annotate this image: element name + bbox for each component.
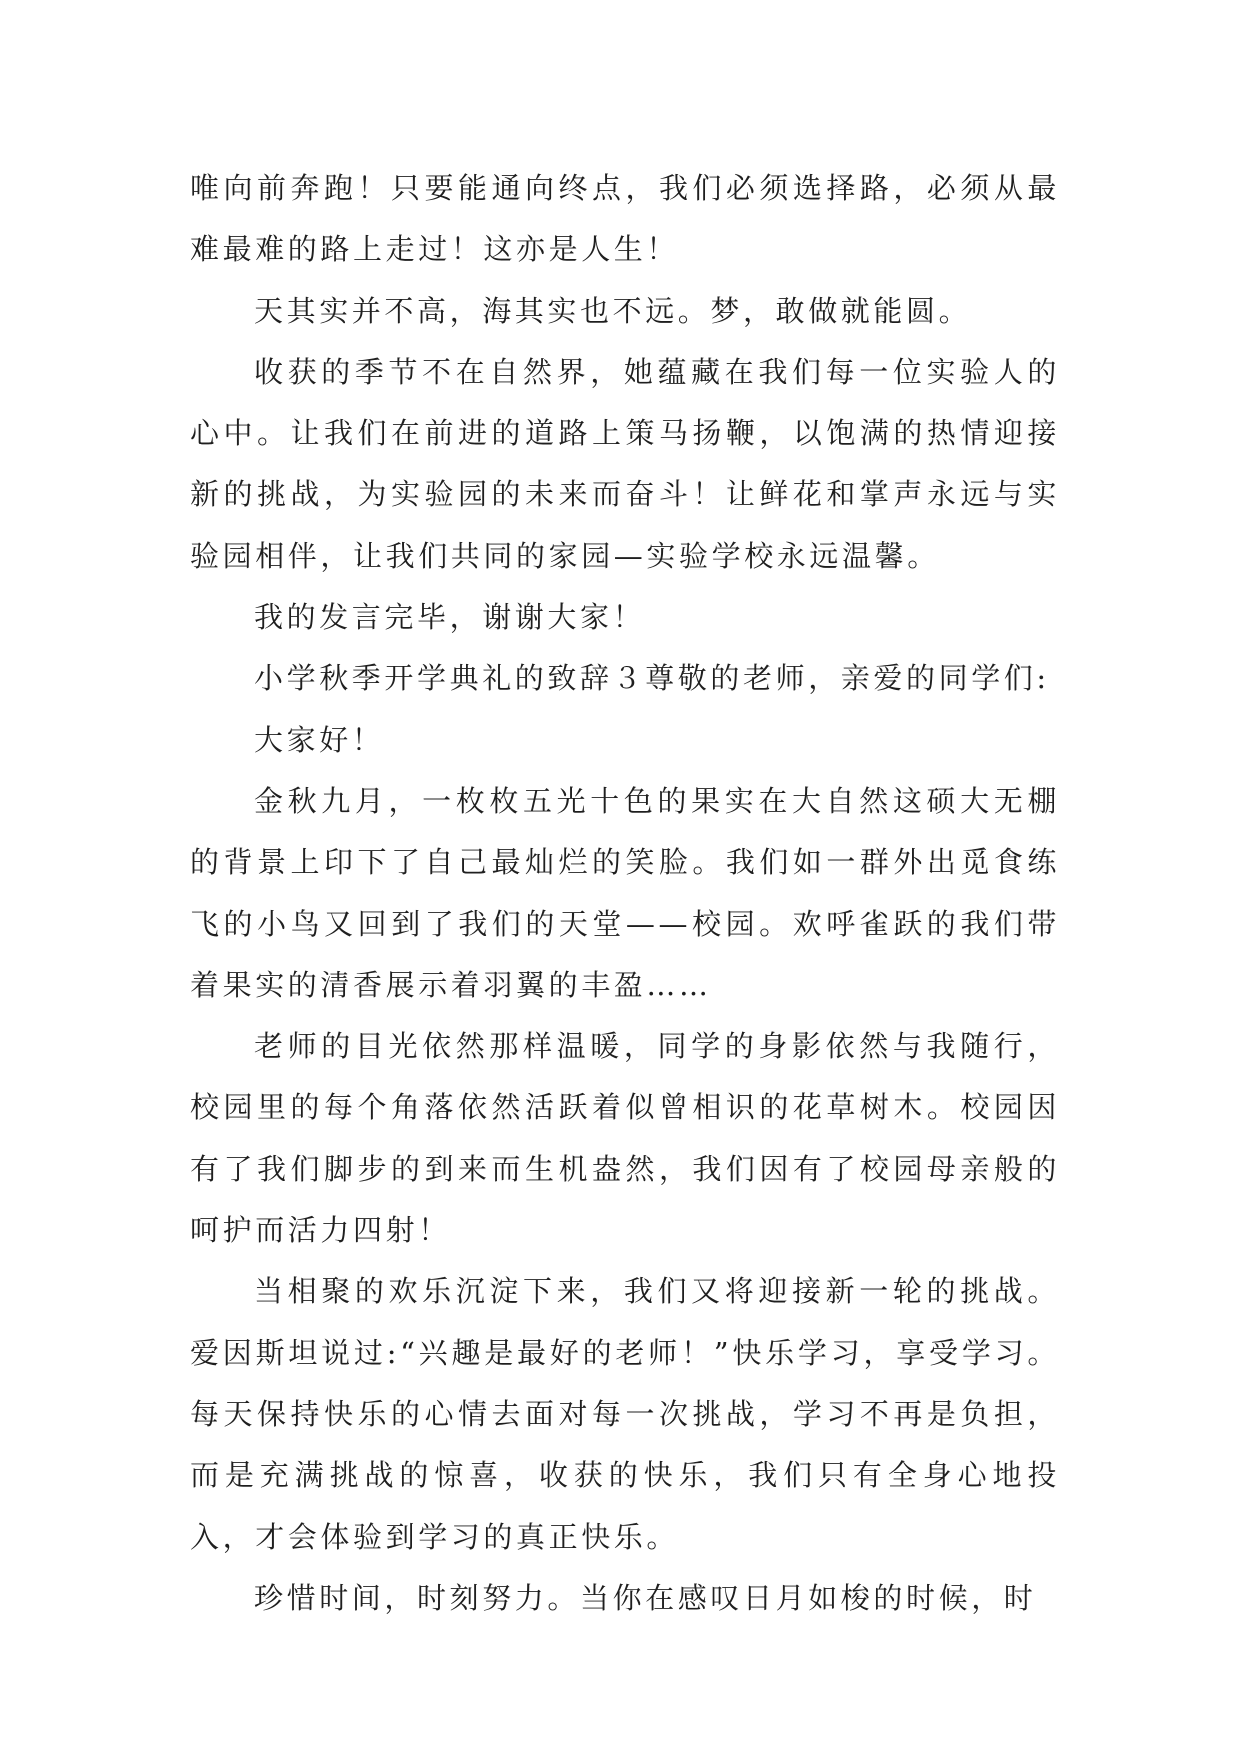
paragraph: 唯向前奔跑！只要能通向终点，我们必须选择路，必须从最难最难的路上走过！这亦是人生！	[190, 171, 1060, 267]
paragraph-heading: 小学秋季开学典礼的致辞３尊敬的老师，亲爱的同学们:	[254, 661, 1050, 696]
paragraph: 收获的季节不在自然界，她蕴藏在我们每一位实验人的心中。让我们在前进的道路上策马扬鞭，以饱满的热情迎接新的挑战，为实验园的未来而奋斗！让鲜花和掌声永远与实验园相伴，让我们共同的家园—实验学校永远温馨。	[190, 354, 1060, 573]
paragraph: 金秋九月，一枚枚五光十色的果实在大自然这硕大无棚的背景上印下了自己最灿烂的笑脸。我们如一群外出觅食练飞的小鸟又回到了我们的天堂——校园。欢呼雀跃的我们带着果实的清香展示着羽翼的丰盈……	[190, 783, 1060, 1002]
paragraph: 天其实并不高，海其实也不远。梦，敢做就能圆。	[254, 293, 972, 328]
document-body	[190, 158, 1060, 1629]
paragraph: 珍惜时间，时刻努力。当你在感叹日月如梭的时候，时	[254, 1580, 1037, 1615]
paragraph: 当相聚的欢乐沉淀下来，我们又将迎接新一轮的挑战。爱因斯坦说过:“兴趣是最好的老师！”快乐学习，享受学习。每天保持快乐的心情去面对每一次挑战，学习不再是负担，而是充满挑战的惊喜，收获的快乐，我们只有全身心地投入，才会体验到学习的真正快乐。	[190, 1274, 1060, 1554]
paragraph: 大家好！	[254, 722, 385, 757]
paragraph: 老师的目光依然那样温暖，同学的身影依然与我随行，校园里的每个角落依然活跃着似曾相识的花草树木。校园因有了我们脚步的到来而生机盎然，我们因有了校园母亲般的呵护而活力四射！	[190, 1029, 1060, 1248]
paragraph: 我的发言完毕，谢谢大家！	[254, 600, 646, 635]
